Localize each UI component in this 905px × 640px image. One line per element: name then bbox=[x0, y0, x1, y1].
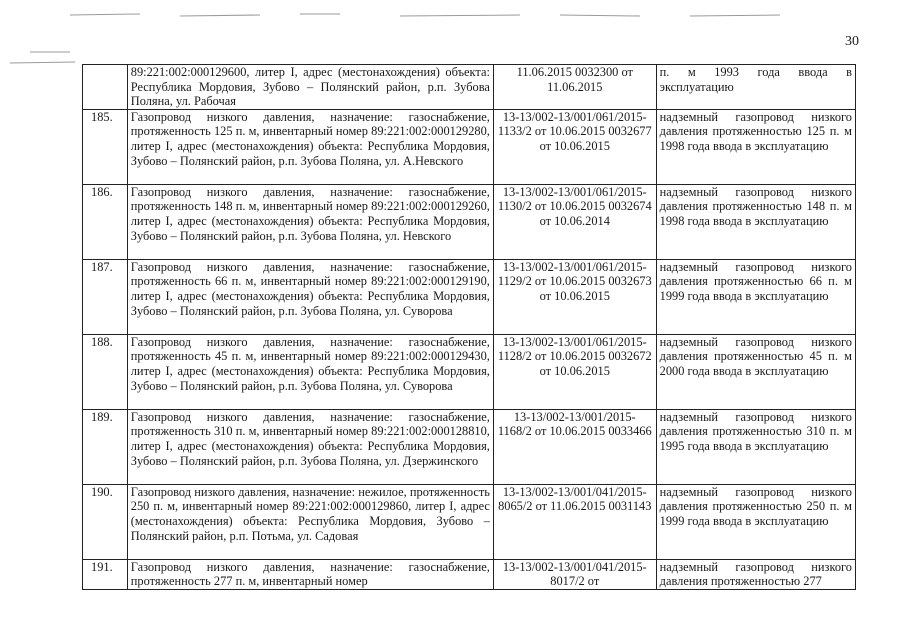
table-row bbox=[83, 409, 856, 484]
object-description: Газопровод низкого давления, назначение: газоснабжение, протяженность 310 п. м, инвентарный номер 89:221:002:000128810, литер I, адрес (местонахождения) объекта: Республика Мордовия, Зубово – Полянский район, р.п. Зубова Поляна, ул. Дзержинского bbox=[127, 409, 493, 484]
object-characteristics: надземный газопровод низкого давления протяженностью 66 п. м 1999 года ввода в эксплуатацию bbox=[656, 259, 855, 334]
object-description: Газопровод низкого давления, назначение: газоснабжение, протяженность 45 п. м, инвентарный номер 89:221:002:000129430, литер I, адрес (местонахождения) объекта: Республика Мордовия, Зубово – Полянский район, р.п. Зубова Поляна, ул. Суворова bbox=[127, 334, 493, 409]
table-row bbox=[83, 334, 856, 409]
row-number: 190. bbox=[83, 484, 128, 559]
registration-record: 13-13/002-13/001/061/2015-1130/2 от 10.06.2015 0032674 от 10.06.2014 bbox=[493, 184, 656, 259]
row-number: 189. bbox=[83, 409, 128, 484]
table-row bbox=[83, 109, 856, 184]
table-row bbox=[83, 559, 856, 589]
table-row bbox=[83, 184, 856, 259]
object-characteristics: надземный газопровод низкого давления протяженностью 45 п. м 2000 года ввода в эксплуатацию bbox=[656, 334, 855, 409]
registration-record: 11.06.2015 0032300 от 11.06.2015 bbox=[493, 65, 656, 110]
row-number: 186. bbox=[83, 184, 128, 259]
row-number bbox=[83, 65, 128, 110]
object-description: Газопровод низкого давления, назначение: газоснабжение, протяженность 148 п. м, инвентарный номер 89:221:002:000129260, литер I, адрес (местонахождения) объекта: Республика Мордовия, Зубово – Полянский район, р.п. Зубова Поляна, ул. Невского bbox=[127, 184, 493, 259]
object-description: 89:221:002:000129600, литер I, адрес (местонахождения) объекта: Республика Мордовия, Зубово – Полянский район, р.п. Зубова Поляна, ул. Рабочая bbox=[127, 65, 493, 110]
object-characteristics: надземный газопровод низкого давления протяженностью 277 bbox=[656, 559, 855, 589]
object-description: Газопровод низкого давления, назначение: газоснабжение, протяженность 125 п. м, инвентарный номер 89:221:002:000129280, литер I, адрес (местонахождения) объекта: Республика Мордовия, Зубово – Полянский район, р.п. Зубова Поляна, ул. А.Невского bbox=[127, 109, 493, 184]
registration-record: 13-13/002-13/001/2015-1168/2 от 10.06.2015 0033466 bbox=[493, 409, 656, 484]
row-number: 188. bbox=[83, 334, 128, 409]
registration-record: 13-13/002-13/001/041/2015-8065/2 от 11.06.2015 0031143 bbox=[493, 484, 656, 559]
object-characteristics: п. м 1993 года ввода в эксплуатацию bbox=[656, 65, 855, 110]
object-characteristics: надземный газопровод низкого давления протяженностью 148 п. м 1998 года ввода в эксплуатацию bbox=[656, 184, 855, 259]
registration-record: 13-13/002-13/001/061/2015-1133/2 от 10.06.2015 0032677 от 10.06.2015 bbox=[493, 109, 656, 184]
page-number: 30 bbox=[845, 34, 859, 49]
scan-artifacts bbox=[0, 0, 905, 70]
table-row bbox=[83, 259, 856, 334]
object-characteristics: надземный газопровод низкого давления протяженностью 310 п. м 1995 года ввода в эксплуатацию bbox=[656, 409, 855, 484]
table-row bbox=[83, 484, 856, 559]
row-number: 185. bbox=[83, 109, 128, 184]
table-row-continuation bbox=[83, 65, 856, 110]
object-description: Газопровод низкого давления, назначение: газоснабжение, протяженность 66 п. м, инвентарный номер 89:221:002:000129190, литер I, адрес (местонахождения) объекта: Республика Мордовия, Зубово – Полянский район, р.п. Зубова Поляна, ул. Суворова bbox=[127, 259, 493, 334]
registration-record: 13-13/002-13/001/041/2015-8017/2 от bbox=[493, 559, 656, 589]
object-characteristics: надземный газопровод низкого давления протяженностью 250 п. м 1999 года ввода в эксплуатацию bbox=[656, 484, 855, 559]
object-description: Газопровод низкого давления, назначение: нежилое, протяженность 250 п. м, инвентарный номер 89:221:002:000129860, литер I, адрес (местонахождения) объекта: Республика Мордовия, Зубово – Полянский район, р.п. Потьма, ул. Садовая bbox=[127, 484, 493, 559]
row-number: 187. bbox=[83, 259, 128, 334]
object-characteristics: надземный газопровод низкого давления протяженностью 125 п. м 1998 года ввода в эксплуатацию bbox=[656, 109, 855, 184]
property-registry-table bbox=[82, 64, 856, 590]
registration-record: 13-13/002-13/001/061/2015-1128/2 от 10.06.2015 0032672 от 10.06.2015 bbox=[493, 334, 656, 409]
registration-record: 13-13/002-13/001/061/2015-1129/2 от 10.06.2015 0032673 от 10.06.2015 bbox=[493, 259, 656, 334]
object-description: Газопровод низкого давления, назначение: газоснабжение, протяженность 277 п. м, инвентарный номер bbox=[127, 559, 493, 589]
row-number: 191. bbox=[83, 559, 128, 589]
